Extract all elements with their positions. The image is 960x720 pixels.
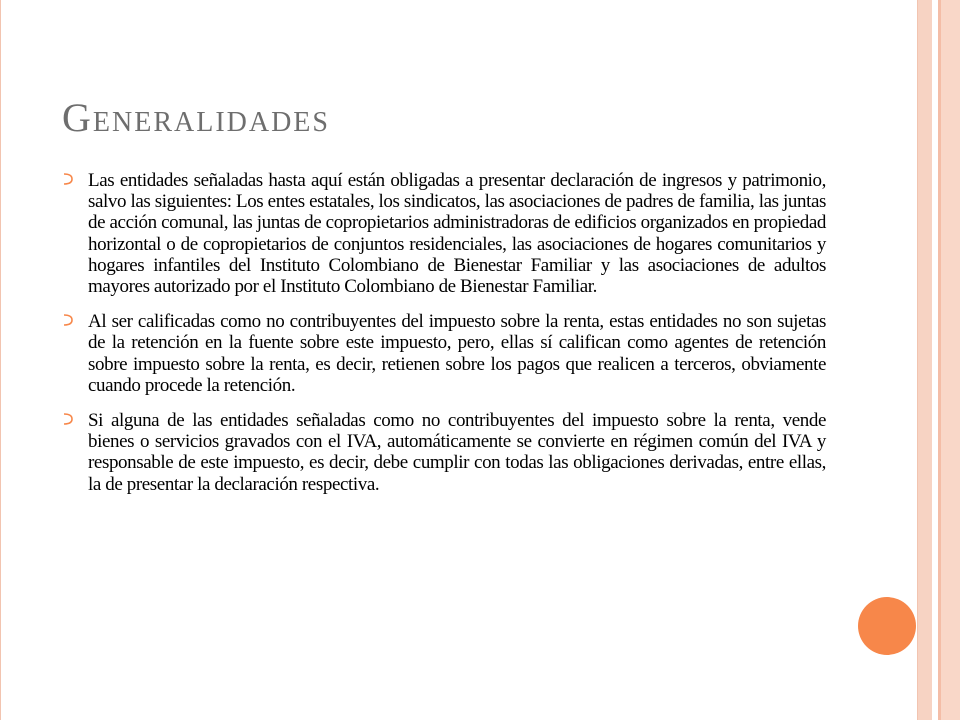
bullet-marker-icon	[62, 172, 74, 186]
bullet-marker-icon	[62, 313, 74, 327]
slide-title: Generalidades	[62, 95, 330, 140]
bullet-item	[62, 410, 826, 495]
bullet-marker-icon	[62, 412, 74, 426]
decorative-stripe-outer	[941, 0, 960, 720]
bullet-text: Al ser calificadas como no contribuyentes del impuesto sobre la renta, estas entidades no son sujetas de la retención en la fuente sobre este impuesto, pero, ellas sí califican como agentes de retención sobre impuesto sobre la renta, es decir, retienen sobre los pagos que realicen a terceros, obviamente cuando procede la retención.	[88, 311, 826, 396]
bullet-item	[62, 311, 826, 396]
bullet-text: Si alguna de las entidades señaladas como no contribuyentes del impuesto sobre la renta, vende bienes o servicios gravados con el IVA, automáticamente se convierte en régimen común del IVA y responsable de este impuesto, es decir, debe cumplir con todas las obligaciones derivadas, entre ellas, la de presentar la declaración respectiva.	[88, 410, 826, 495]
bullet-text: Las entidades señaladas hasta aquí están obligadas a presentar declaración de ingresos y patrimonio, salvo las siguientes: Los entes estatales, los sindicatos, las asociaciones de padres de familia, las juntas de acción comunal, las juntas de copropietarios administradoras de edificios organizados en propiedad horizontal o de copropietarios de conjuntos residenciales, las asociaciones de hogares comunitarios y hogares infantiles del Instituto Colombiano de Bienestar Familiar y las asociaciones de adultos mayores autorizado por el Instituto Colombiano de Bienestar Familiar.	[88, 170, 826, 298]
accent-circle	[858, 597, 916, 655]
bullet-list	[62, 170, 826, 509]
bullet-item	[62, 170, 826, 297]
decorative-stripe	[918, 0, 932, 720]
